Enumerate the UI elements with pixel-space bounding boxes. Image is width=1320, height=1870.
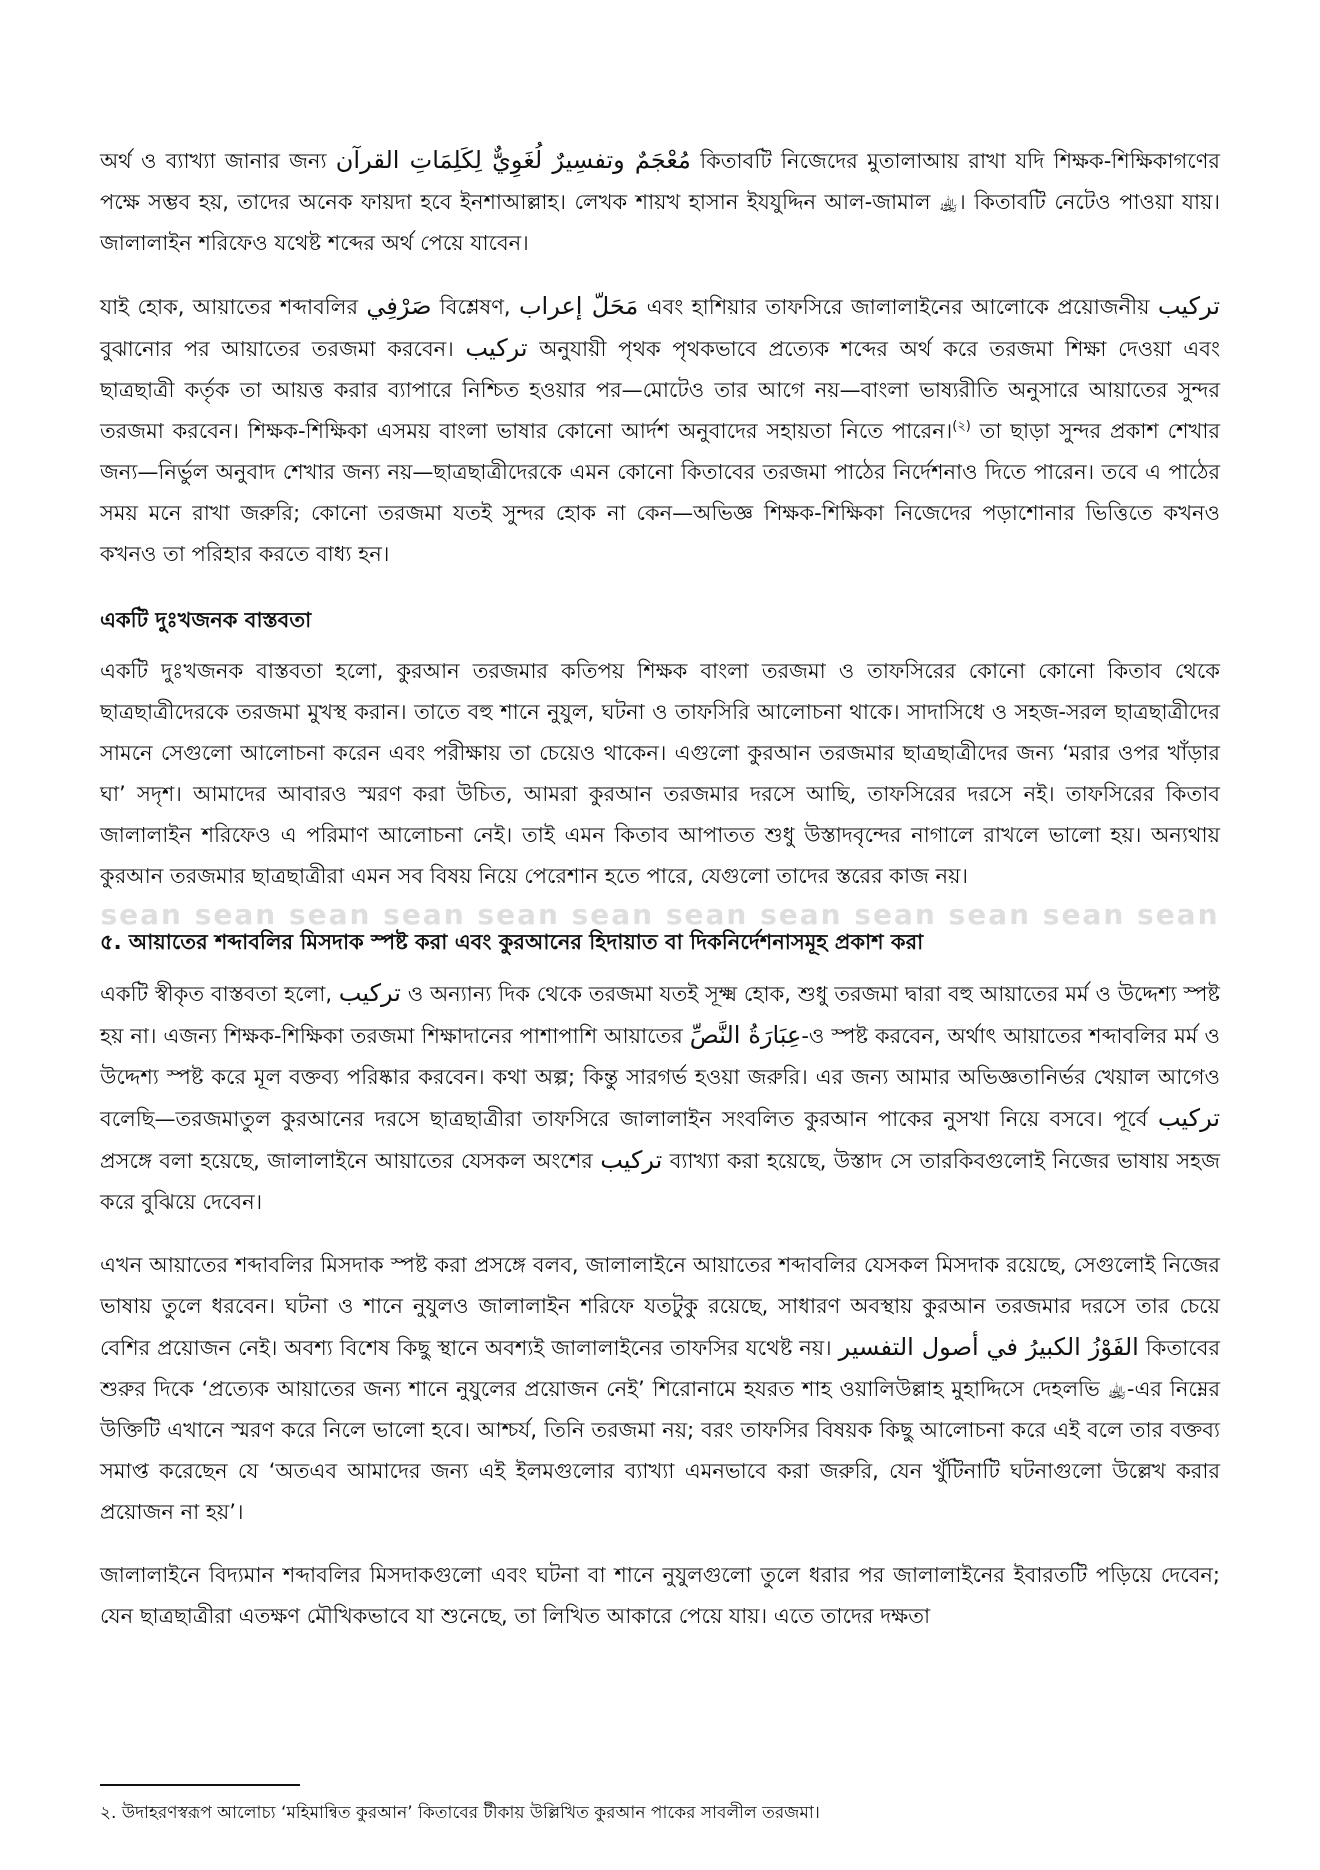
paragraph-6: জালালাইনে বিদ্যমান শব্দাবলির মিসদাকগুলো এবং ঘটনা বা শানে নুযুলগুলো তুলে ধরার পর জালালাইনের ইবারতটি পড়িয়ে দেবেন; যেন ছাত্রছাত্রীরা এতক্ষণ মৌখিকভাবে যা শুনেছে, তা লিখিত আকারে পেয়ে যায়। এতে তাদের দক্ষতা: [100, 1563, 1220, 1628]
arabic-term-sarfi: صَرْفِي: [366, 292, 432, 320]
footnote-reference[interactable]: (২): [952, 419, 971, 434]
arabic-term-tarkib: تركيب: [600, 1146, 663, 1174]
section-heading-unfortunate-reality: একটি দুঃখজনক বাস্তবতা: [100, 608, 312, 632]
arabic-term-tarkib: تركيب: [1157, 1104, 1220, 1132]
arabic-term-ibaratun-nass: عِبَارَةُ النَّصِّ: [689, 1021, 802, 1049]
footnote-divider: [100, 1784, 300, 1786]
watermark-text: sean sean sean sean sean sean sean sean sean sean sean sean: [100, 898, 1220, 931]
paragraph-5: এখন আয়াতের শব্দাবলির মিসদাক স্পষ্ট করা প্রসঙ্গে বলব, জালালাইনে আয়াতের শব্দাবলির যেসকল মিসদাক রয়েছে, সেগুলোই নিজের ভাষায় তুলে ধরবেন। ঘটনা ও শানে নুযুলও জালালাইন শরিফে যতটুকু রয়েছে, সাধারণ অবস্থায় কুরআন তরজমার দরসে তার চেয়ে বেশির প্রয়োজন নেই। অবশ্য বিশেষ কিছু স্থানে অবশ্যই জালালাইনের তাফসির যথেষ্ট নয়। الفَوْزُ الكبيرُ في أصول التفسير কিতাবের শুরুর দিকে ‘প্রত্যেক আয়াতের জন্য শানে নুযুলের প্রয়োজন নেই’ শিরোনামে হযরত শাহ ওয়ালিউল্লাহ মুহাদ্দিসে দেহলভি ﵀-এর নিম্নের উক্তিটি এখানে স্মরণ করে নিলে ভালো হবে। আশ্চর্য, তিনি তরজমা নয়; বরং তাফসির বিষয়ক কিছু আলোচনা করে এই বলে তার বক্তব্য সমাপ্ত করেছেন যে ‘অতএব আমাদের জন্য এই ইলমগুলোর ব্যাখ্যা এমনভাবে করা জরুরি, যেন খুঁটিনাটি ঘটনাগুলো উল্লেখ করার প্রয়োজন না হয়’।: [100, 1253, 1221, 1524]
arabic-term-tarkib: تركيب: [465, 334, 528, 362]
arabic-book-title: مُعْجَمٌ وتفسِيرٌ لُغَوِيٌّ لِكَلِمَاتِ القرآن: [335, 146, 691, 174]
paragraph-1: অর্থ ও ব্যাখ্যা জানার জন্য مُعْجَمٌ وتفسِيرٌ لُغَوِيٌّ لِكَلِمَاتِ القرآن কিতাবটি নিজেদের মুতালাআয় রাখা যদি শিক্ষক-শিক্ষিকাগণের পক্ষে সম্ভব হয়, তাদের অনেক ফায়দা হবে ইনশাআল্লাহ। লেখক শায়খ হাসান ইযযুদ্দিন আল-জামাল ﵀। কিতাবটি নেটেও পাওয়া যায়। জালালাইন শরিফেও যথেষ্ট শব্দের অর্থ পেয়ে যাবেন।: [100, 146, 1220, 255]
page-body: [100, 140, 1220, 1659]
paragraph-3: একটি দুঃখজনক বাস্তবতা হলো, কুরআন তরজমার কতিপয় শিক্ষক বাংলা তরজমা ও তাফসিরের কোনো কোনো কিতাব থেকে ছাত্রছাত্রীদেরকে তরজমা মুখস্থ করান। তাতে বহু শানে নুযুল, ঘটনা ও তাফসিরি আলোচনা থাকে। সাদাসিধে ও সহজ-সরল ছাত্রছাত্রীদের সামনে সেগুলো আলোচনা করেন এবং পরীক্ষায় তা চেয়েও থাকেন। এগুলো কুরআন তরজমার ছাত্রছাত্রীদের জন্য ‘মরার ওপর খাঁড়ার ঘা’ সদৃশ। আমাদের আবারও স্মরণ করা উচিত, আমরা কুরআন তরজমার দরসে আছি, তাফসিরের দরসে নই। তাফসিরের কিতাব জালালাইন শরিফেও এ পরিমাণ আলোচনা নেই। তাই এমন কিতাব আপাতত শুধু উস্তাদবৃন্দের নাগালে রাখলে ভালো হয়। অন্যথায় কুরআন তরজমার ছাত্রছাত্রীরা এমন সব বিষয় নিয়ে পেরেশান হতে পারে, যেগুলো তাদের স্তরের কাজ নয়।: [100, 659, 1220, 888]
section-heading-5: ৫. আয়াতের শব্দাবলির মিসদাক স্পষ্ট করা এবং কুরআনের হিদায়াত বা দিকনির্দেশনাসমূহ প্রকাশ করা: [100, 930, 924, 954]
arabic-term-mahal-irab: مَحَلّ إعراب: [518, 292, 639, 320]
paragraph-4: একটি স্বীকৃত বাস্তবতা হলো, تركيب ও অন্যান্য দিক থেকে তরজমা যতই সূক্ষ্ম হোক, শুধু তরজমা দ্বারা বহু আয়াতের মর্ম ও উদ্দেশ্য স্পষ্ট হয় না। এজন্য শিক্ষক-শিক্ষিকা তরজমা শিক্ষাদানের পাশাপাশি আয়াতের عِبَارَةُ النَّصِّ-ও স্পষ্ট করবেন, অর্থাৎ আয়াতের শব্দাবলির মর্ম ও উদ্দেশ্য স্পষ্ট করে মূল বক্তব্য পরিষ্কার করবেন। কথা অল্প; কিন্তু সারগর্ভ হওয়া জরুরি। এর জন্য আমার অভিজ্ঞতানির্ভর খেয়াল আগেও বলেছি—তরজমাতুল কুরআনের দরসে ছাত্রছাত্রীরা তাফসিরে জালালাইন সংবলিত কুরআন পাকের নুসখা নিয়ে বসবে। পূর্বে تركيب প্রসঙ্গে বলা হয়েছে, জালালাইনে আয়াতের যেসকল অংশের تركيب ব্যাখ্যা করা হয়েছে, উস্তাদ সে তারকিবগুলোই নিজের ভাষায় সহজ করে বুঝিয়ে দেবেন।: [100, 979, 1220, 1214]
arabic-term-tarkib: تركيب: [1157, 292, 1220, 320]
paragraph-2: যাই হোক, আয়াতের শব্দাবলির صَرْفِي বিশ্লেষণ, مَحَلّ إعراب এবং হাশিয়ার তাফসিরে জালালাইনের আলোকে প্রয়োজনীয় تركيب বুঝানোর পর আয়াতের তরজমা করবেন। تركيب অনুযায়ী পৃথক পৃথকভাবে প্রত্যেক শব্দের অর্থ করে তরজমা শিক্ষা দেওয়া এবং ছাত্রছাত্রী কর্তৃক তা আয়ত্ত করার ব্যাপারে নিশ্চিত হওয়ার পর—মোটেও তার আগে নয়—বাংলা ভাষ্যরীতি অনুসারে আয়াতের সুন্দর তরজমা করবেন। শিক্ষক-শিক্ষিকা এসময় বাংলা ভাষার কোনো আর্দশ অনুবাদের সহায়তা নিতে পারেন।$^{(২)}$ তা ছাড়া সুন্দর প্রকাশ শেখার জন্য—নির্ভুল অনুবাদ শেখার জন্য নয়—ছাত্রছাত্রীদেরকে এমন কোনো কিতাবের তরজমা পাঠের নির্দেশনাও দিতে পারেন। তবে এ পাঠের সময় মনে রাখা জরুরি; কোনো তরজমা যতই সুন্দর হোক না কেন—অভিজ্ঞ শিক্ষক-শিক্ষিকা নিজেদের পড়াশোনার ভিত্তিতে কখনও কখনও তা পরিহার করতে বাধ্য হন।: [100, 292, 1220, 566]
footnote-text: ২. উদাহরণস্বরূপ আলোচ্য ‘মহিমান্বিত কুরআন’ কিতাবের টীকায় উল্লিখিত কুরআন পাকের সাবলীল তরজমা।: [100, 1803, 820, 1823]
arabic-book-title-fawz: الفَوْزُ الكبيرُ في أصول التفسير: [838, 1333, 1139, 1361]
arabic-term-tarkib: تركيب: [338, 979, 401, 1007]
